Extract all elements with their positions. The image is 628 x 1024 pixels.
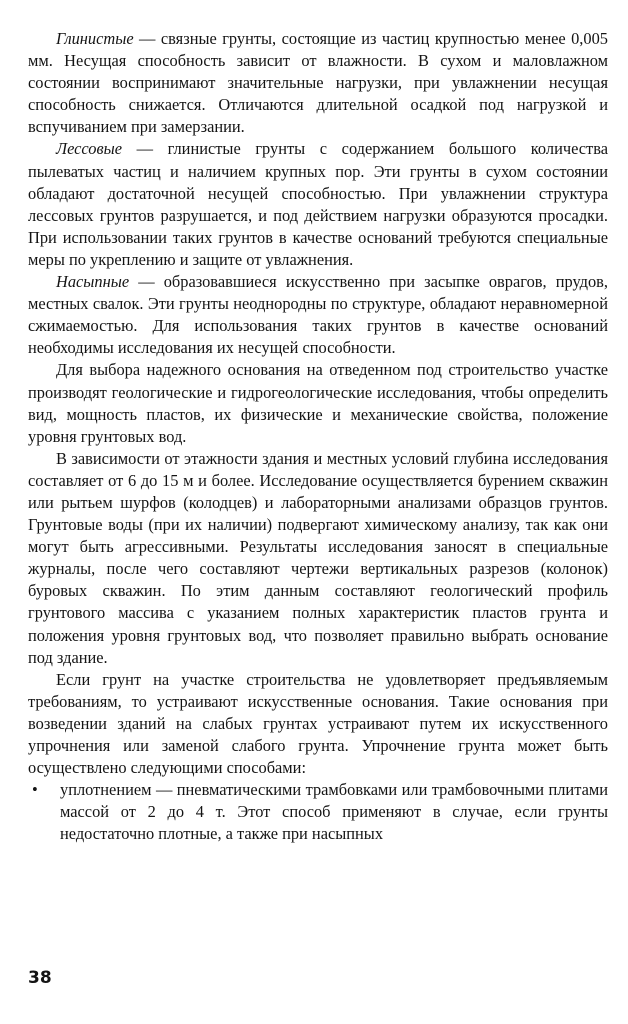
term-loess: Лессовые	[56, 139, 122, 159]
list-item	[28, 779, 608, 845]
paragraph-survey-depth	[28, 448, 608, 669]
paragraph-artificial-bases-text: Если грунт на участке строительства не удовлетворяет предъявляемым требованиям, то устраивают искусственные основания. Такие основания при возведении зданий на слабых грунтах устраивают путем их искусственного упрочнения или заменой слабого грунта. Упрочнение грунта может быть осуществлено следующими способами:	[28, 669, 608, 778]
paragraph-fill-text: — образовавшиеся искусственно при засыпке оврагов, прудов, местных свалок. Эти грунты неоднородны по структуре, обладают неравномерной сжимаемостью. Для использования таких грунтов в качестве оснований необходимы исследования их несущей способности.	[28, 272, 608, 358]
term-clay: Глинистые	[56, 29, 134, 48]
paragraph-site-survey-text: Для выбора надежного основания на отведенном под строительство участке производят геологические и гидрогеологические исследования, чтобы определить вид, мощность пластов, их физические и механические свойства, положение уровня грунтовых вод.	[28, 360, 608, 446]
list-item-text: уплотнением — пневматическими трамбовками или трамбовочными плитами массой от 2 до 4 т. Этот способ применяют в случае, если грунты недостаточно плотные, а также при насыпных	[60, 780, 608, 844]
paragraph-site-survey	[28, 359, 608, 447]
page-number: 38	[28, 968, 52, 988]
methods-list	[28, 779, 608, 845]
bullet-mark: •	[32, 780, 38, 800]
paragraph-artificial-bases	[28, 669, 608, 779]
paragraph-clay-text: — связные грунты, состоящие из частиц крупностью менее 0,005 мм. Несущая способность зависит от влажности. В сухом и маловлажном состоянии воспринимают значительные нагрузки, при увлажнении несущая способность снижается. Отличаются длительной осадкой под нагрузкой и вспучиванием при замерзании.	[28, 29, 608, 137]
paragraph-fill	[28, 271, 608, 359]
page-body	[28, 28, 608, 845]
paragraph-loess-text: — глинистые грунты с содержанием большого количества пылеватых частиц и наличием крупных пор. Эти грунты в сухом состоянии обладают достаточной несущей способностью. При увлажнении структура лессовых грунтов разрушается, и под действием нагрузки образуются просадки. При использовании таких грунтов в качестве оснований требуются специальные меры по укреплению и защите от увлажнения.	[28, 139, 608, 269]
term-fill: Насыпные	[56, 272, 130, 292]
paragraph-loess	[28, 138, 608, 271]
paragraph-clay	[28, 28, 608, 138]
paragraph-survey-depth-text: В зависимости от этажности здания и местных условий глубина исследования составляет от 6 до 15 м и более. Исследование осуществляется бурением скважин или рытьем шурфов (колодцев) и лабораторными анализами образцов грунтов. Грунтовые воды (при их наличии) подвергают химическому анализу, так как они могут быть агрессивными. Результаты исследования заносят в специальные журналы, после чего составляют чертежи вертикальных разрезов (колонок) буровых скважин. По этим данным составляют геологический профиль грунтового массива с указанием полных характеристик пластов грунта и положения уровня грунтовых вод, что позволяет правильно выбрать основание под здание.	[28, 448, 608, 667]
